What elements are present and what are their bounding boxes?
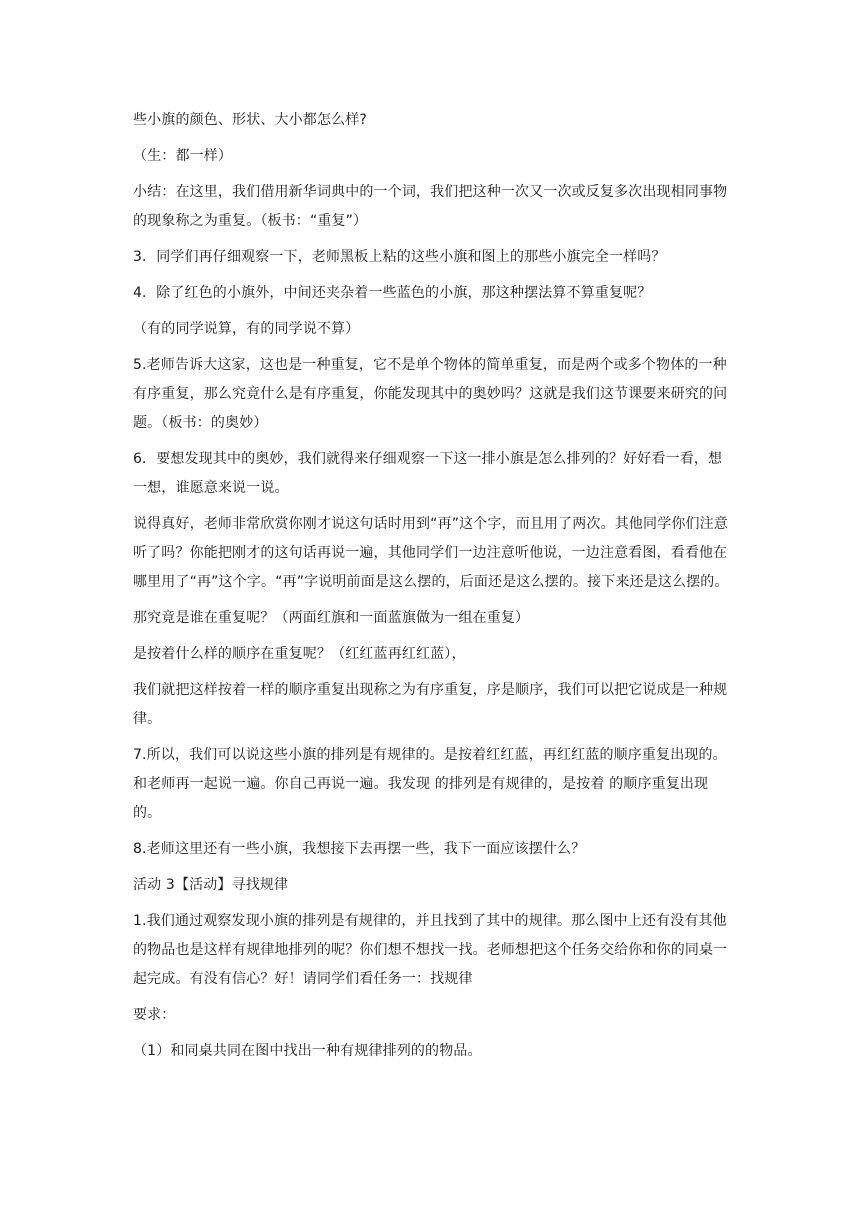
paragraph-flags-question: 些小旗的颜色、形状、大小都怎么样? (133, 112, 367, 128)
paragraph-step-3: 3．同学们再仔细观察一下，老师黑板上粘的这些小旗和图上的那些小旗完全一样吗？ (133, 249, 666, 265)
paragraph-summary: 小结：在这里，我们借用新华词典中的一个词，我们把这种一次又一次或反复多次出现相同事物的现象称之为重复。（板书：“重复”） (133, 184, 728, 229)
paragraph-activity-3-intro: 1.我们通过观察发现小旗的排列是有规律的，并且找到了其中的规律。那么图中上还有没有其他的物品也是这样有规律地排列的呢？你们想不想找一找。老师想把这个任务交给你和你的同桌一起完成。有没有信心？好！请同学们看任务一：找规律 (133, 913, 728, 987)
paragraph-requirements-label: 要求： (133, 1007, 176, 1023)
paragraph-rule-definition: 我们就把这样按着一样的顺序重复出现称之为有序重复，序是顺序，我们可以把它说成是一种规律。 (133, 682, 728, 727)
activity-3-heading: 活动 3【活动】寻找规律 (133, 877, 289, 893)
paragraph-step-7: 7.所以，我们可以说这些小旗的排列是有规律的。是按着红红蓝，再红红蓝的顺序重复出现的。和老师再一起说一遍。你自己再说一遍。我发现 的排列是有规律的，是按着 的顺序重复出现的。 (133, 747, 727, 821)
document-body (133, 106, 733, 1066)
paragraph-praise: 说得真好，老师非常欣赏你刚才说这句话时用到“再”这个字，而且用了两次。其他同学你们注意听了吗？你能把刚才的这句话再说一遍，其他同学们一边注意听他说，一边注意看图，看看他在哪里用了“再”这个字。“再”字说明前面是这么摆的，后面还是这么摆的。接下来还是这么摆的。 (133, 516, 729, 590)
paragraph-student-opinions: （有的同学说算，有的同学说不算） (133, 321, 360, 337)
paragraph-step-6: 6．要想发现其中的奥妙，我们就得来仔细观察一下这一排小旗是怎么排列的？好好看一看，想一想，谁愿意来说一说。 (133, 451, 723, 496)
paragraph-order: 是按着什么样的顺序在重复呢？（红红蓝再红红蓝）， (133, 646, 466, 662)
paragraph-step-5: 5.老师告诉大这家，这也是一种重复，它不是单个物体的简单重复，而是两个或多个物体的一种有序重复，那么究竟什么是有序重复，你能发现其中的奥妙吗？这就是我们这节课要来研究的问题。（板书：的奥妙） (133, 357, 728, 431)
paragraph-step-4: 4．除了红色的小旗外，中间还夹杂着一些蓝色的小旗，那这种摆法算不算重复呢？ (133, 285, 652, 301)
paragraph-who-repeats: 那究竟是谁在重复呢？（两面红旗和一面蓝旗做为一组在重复） (133, 610, 530, 626)
paragraph-student-answer: （生：都一样） (133, 148, 233, 164)
paragraph-step-8: 8.老师这里还有一些小旗，我想接下去再摆一些，我下一面应该摆什么？ (133, 841, 586, 857)
paragraph-requirement-1: （1）和同桌共同在图中找出一种有规律排列的的物品。 (133, 1043, 482, 1059)
